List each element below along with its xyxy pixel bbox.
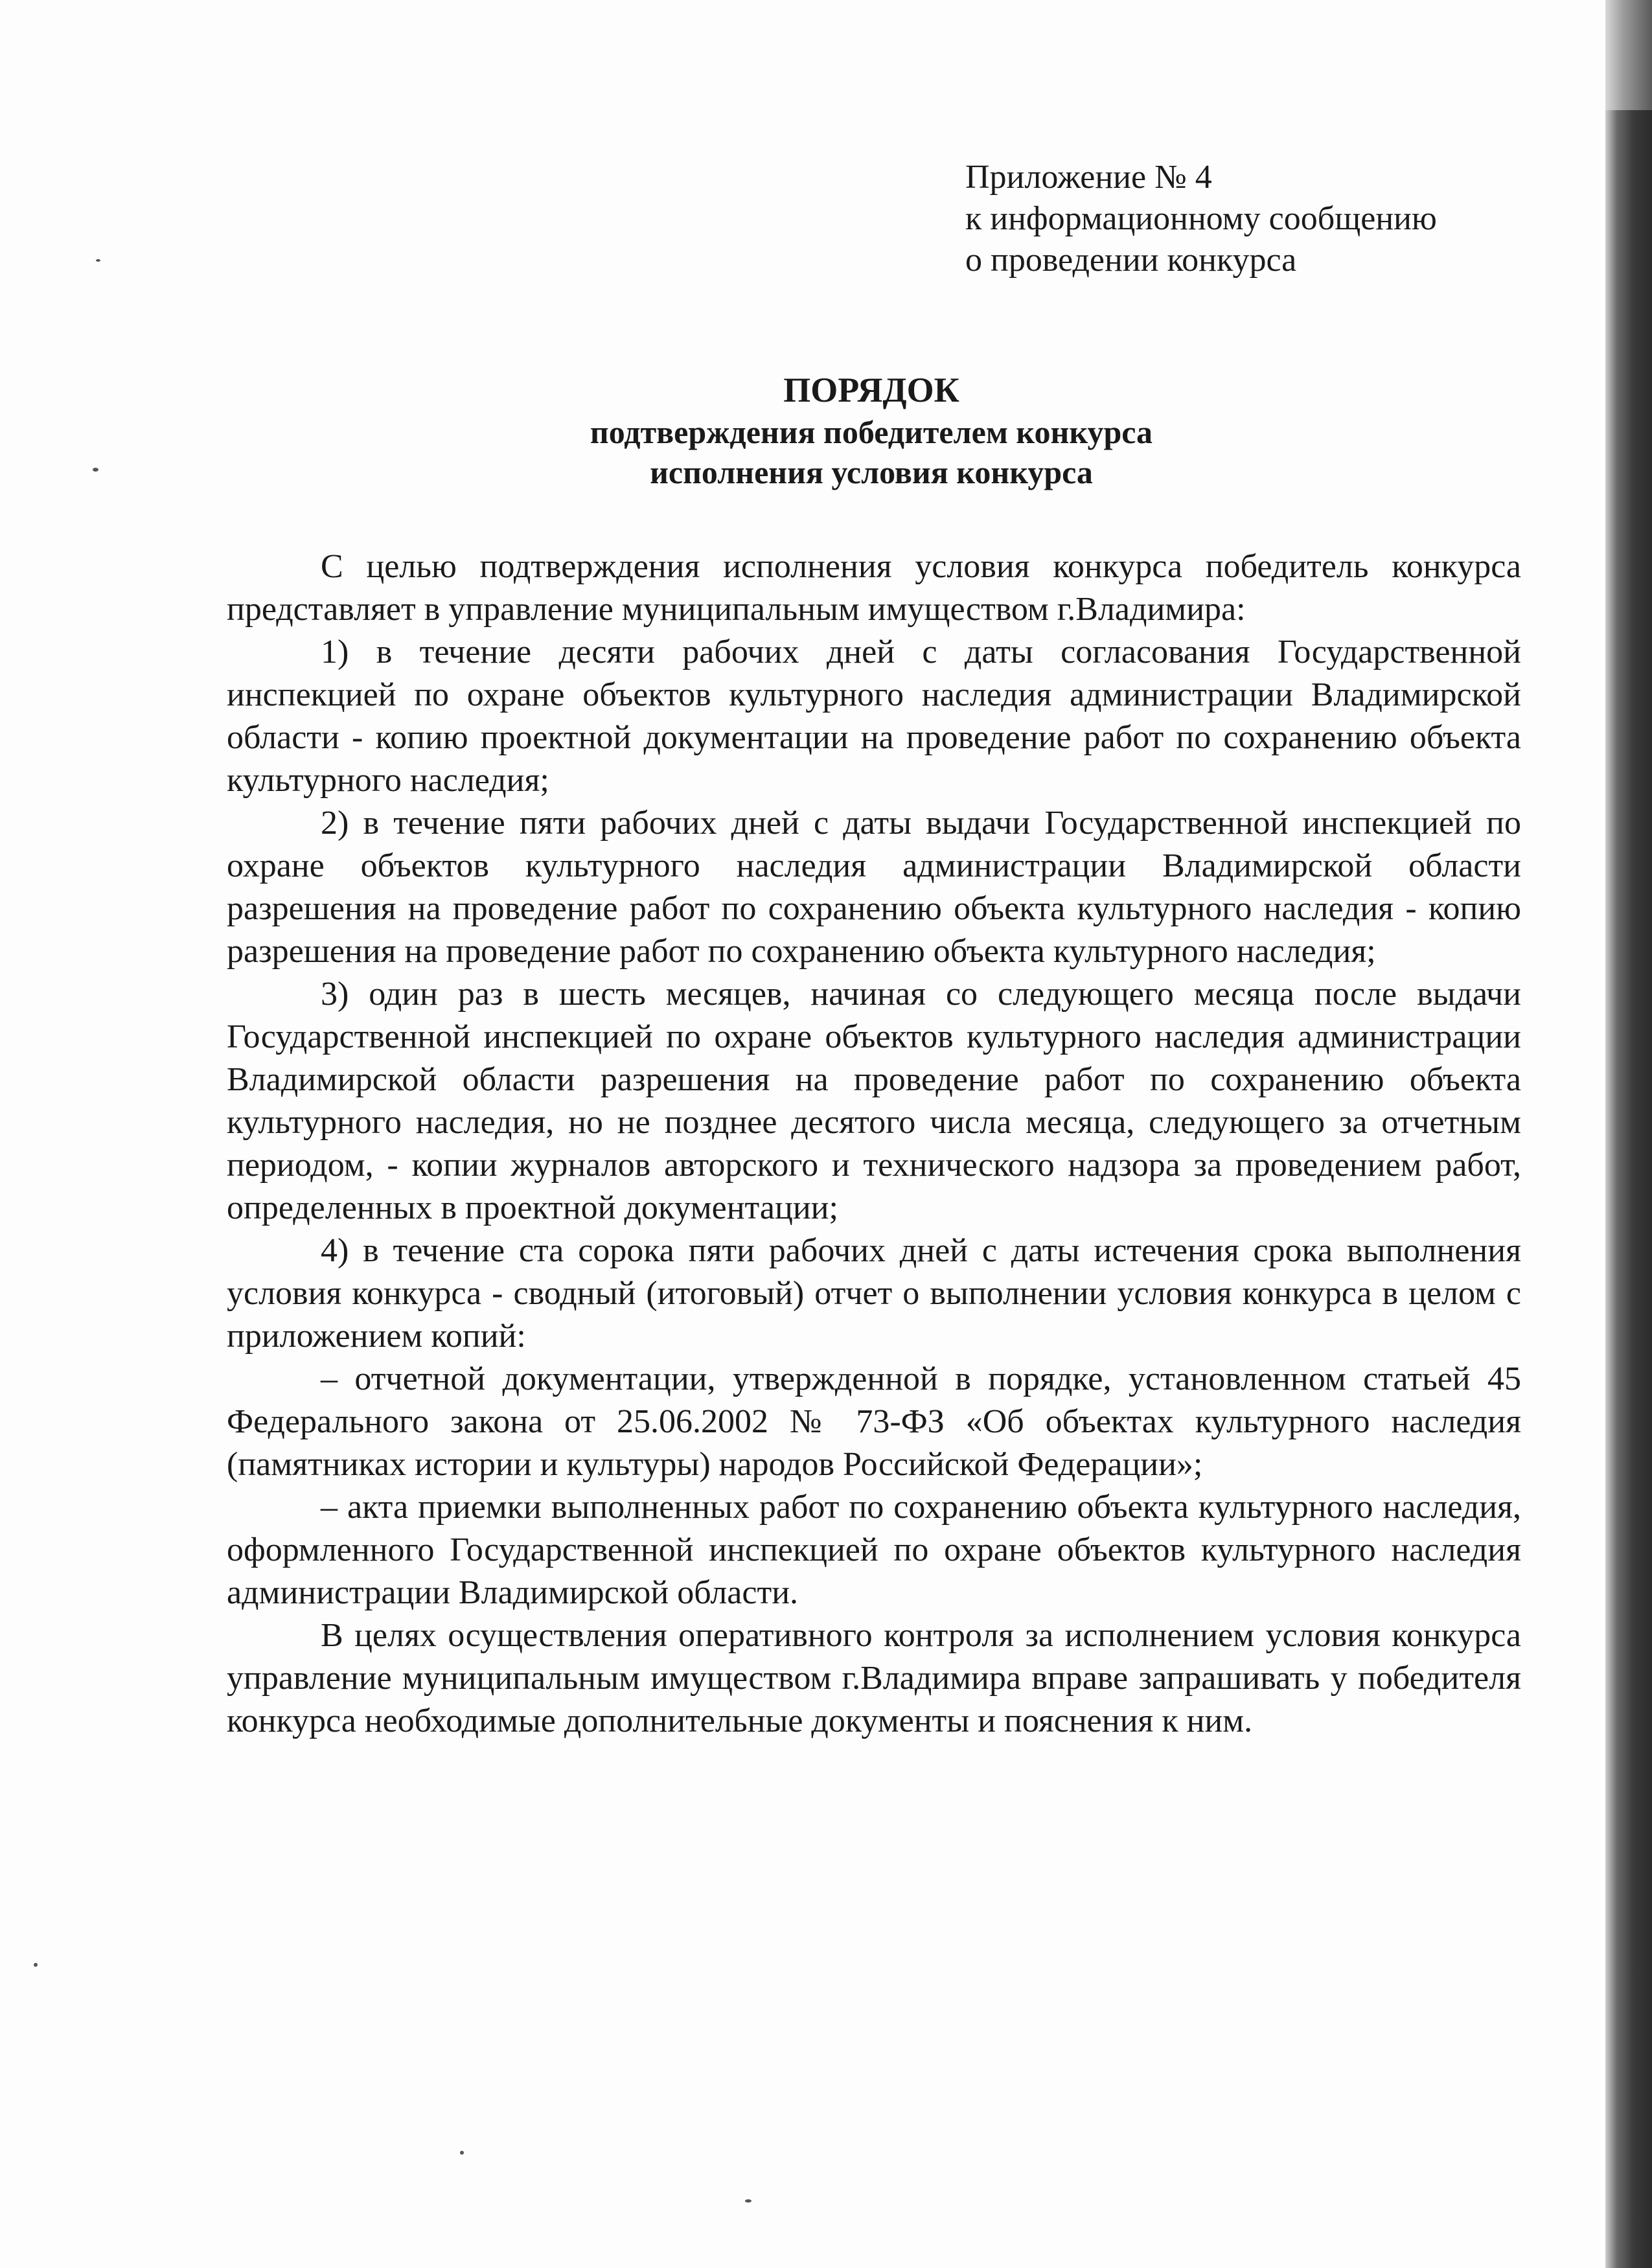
paragraph-item-3: 3) один раз в шесть месяцев, начиная со следующего месяца после выдачи Государственной инспекцией по охране объектов культурного наследия администрации Владимирской области разрешения на проведение работ по сохранению объекта культурного наследия, но не позднее десятого числа месяца, следующего за отчетным периодом, - копии журналов авторского и технического надзора за проведением работ, определенных в проектной документации; (227, 976, 1521, 1226)
paragraph-control: В целях осуществления оперативного контроля за исполнением условия конкурса управление муниципальным имуществом г.Владимира вправе запрашивать у победителя конкурса необходимые дополнительные документы и пояснения к ним. (227, 1617, 1521, 1739)
appendix-note (965, 157, 1548, 281)
appendix-line-1: Приложение № 4 (965, 159, 1212, 196)
scan-speck (96, 259, 100, 262)
scan-speck (460, 2151, 464, 2155)
title-subtitle-2: исполнения условия конкурса (650, 454, 1093, 490)
paragraph-subitem-2: – акта приемки выполненных работ по сохранению объекта культурного наследия, оформленного Государственной инспекцией по охране объектов культурного наследия администрации Владимирской области. (227, 1489, 1521, 1611)
paragraph-item-4: 4) в течение ста сорока пяти рабочих дней с даты истечения срока выполнения условия конкурса - сводный (итоговый) отчет о выполнении условия конкурса в целом с приложением копий: (227, 1232, 1521, 1355)
paragraph-item-2: 2) в течение пяти рабочих дней с даты выдачи Государственной инспекцией по охране объектов культурного наследия администрации Владимирской области разрешения на проведение работ по сохранению объекта культурного наследия - копию разрешения на проведение работ по сохранению объекта культурного наследия; (227, 805, 1521, 970)
scan-border-highlight (1605, 0, 1652, 110)
appendix-line-3: о проведении конкурса (965, 242, 1297, 279)
title-subtitle-1: подтверждения победителем конкурса (590, 414, 1153, 450)
scan-speck (93, 468, 98, 472)
paragraph-subitem-1: – отчетной документации, утвержденной в порядке, установленном статьей 45 Федерального закона от 25.06.2002 № 73-ФЗ «Об объектах культурного наследия (памятниках истории и культуры) народов Российской Федерации»; (227, 1360, 1521, 1483)
appendix-line-2: к информационному сообщению (965, 200, 1437, 237)
scan-border-shadow (1605, 0, 1652, 2268)
scan-speck (34, 1963, 38, 1967)
scan-speck (745, 2199, 751, 2203)
paragraph-intro: С целью подтверждения исполнения условия конкурса победитель конкурса представляет в управление муниципальным имуществом г.Владимира: (227, 548, 1521, 628)
document-title (227, 368, 1516, 492)
title-main: ПОРЯДОК (783, 371, 959, 409)
document-body (227, 545, 1521, 1743)
paragraph-item-1: 1) в течение десяти рабочих дней с даты согласования Государственной инспекцией по охране объектов культурного наследия администрации Владимирской области - копию проектной документации на проведение работ по сохранению объекта культурного наследия; (227, 634, 1521, 799)
